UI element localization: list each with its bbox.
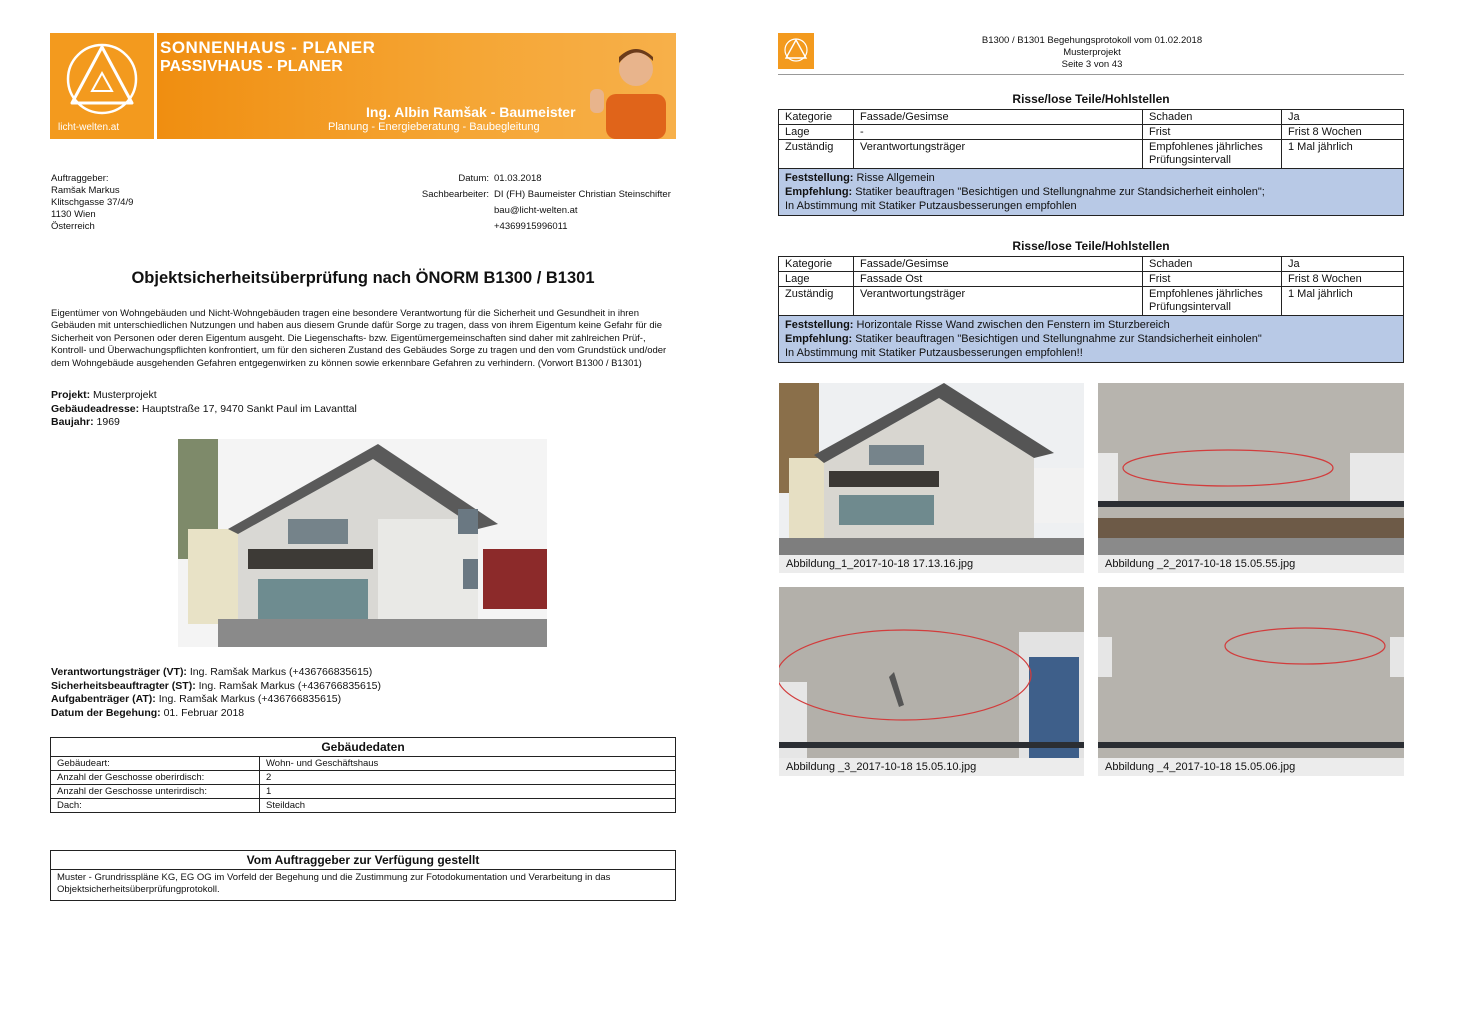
inspection-date-value: 01. Februar 2018 [163,706,245,719]
feststellung-value: Horizontale Risse Wand zwischen den Fenstern im Sturzbereich [856,319,1170,331]
project-value: Musterprojekt [93,389,157,401]
photo-3-caption: Abbildung _3_2017-10-18 15.05.10.jpg [779,758,1084,776]
at-label: Aufgabenträger (AT): [51,693,156,705]
client-label: Auftraggeber: [51,173,109,184]
table-row [51,785,676,799]
client-line: Ramšak Markus [51,185,120,196]
logo-text: licht-welten.at [58,122,120,133]
table-cell: 1 [260,785,676,799]
feststellung-value: Risse Allgemein [856,172,935,184]
photo-1-caption: Abbildung_1_2017-10-18 17.13.16.jpg [779,555,1084,573]
logo-block [50,33,154,139]
table-row [779,110,1404,125]
table-cell: Empfohlenes jährliches Prüfungsintervall [1143,140,1282,169]
extra-note: In Abstimmung mit Statiker Putzausbesserungen empfohlen [785,200,1077,212]
table-cell: Fassade/Gesimse [854,257,1143,272]
st-value: Ing. Ramšak Markus (+436766835615) [198,679,382,692]
table-cell: 2 [260,771,676,785]
empfehlung-label: Empfehlung: [785,333,853,345]
table-cell: Steildach [260,799,676,813]
table-cell: Lage [779,272,854,287]
table-cell: 1 Mal jährlich [1282,140,1404,169]
banner-line-2: PASSIVHAUS - PLANER [160,58,343,75]
block2-title: Risse/lose Teile/Hohlstellen [1012,239,1170,253]
project-label: Projekt: [51,389,91,401]
table-cell: Verantwortungsträger [854,287,1143,316]
company-banner [50,33,676,139]
photo-1 [779,383,1084,555]
triangle-logo-icon [778,33,814,69]
finding-table-1 [778,109,1404,216]
header-line-1: B1300 / B1301 Begehungsprotokoll vom 01.02.2018 [981,35,1203,46]
client-address [51,173,133,233]
banner-services: Planung - Energieberatung - Baubegleitung [328,121,540,133]
table-cell: Ja [1282,110,1404,125]
client-line: 1130 Wien [51,209,96,220]
page-header [838,35,1346,71]
table-row [779,140,1404,169]
finding-box-2 [779,316,1404,363]
table-cell: Verantwortungsträger [854,140,1143,169]
vt-label: Verantwortungsträger (VT): [51,666,187,678]
building-data-table [50,737,676,813]
phone-value: +4369915996011 [494,221,568,232]
table-cell: Lage [779,125,854,140]
table-cell: Zuständig [779,287,854,316]
table-cell: Gebäudeart: [51,757,260,771]
clerk-value: DI (FH) Baumeister Christian Steinschifter [494,189,671,200]
empfehlung-value: Statiker beauftragen "Besichtigen und Stellungnahme zur Standsicherheit einholen" [855,333,1262,345]
table-cell: Anzahl der Geschosse oberirdisch: [51,771,260,785]
provided-text: Muster - Grundrisspläne KG, EG OG im Vorfeld der Begehung und die Zustimmung zur Fotodokumentation und Verarbeitung in das Objektsicherheitsüberprüfungprotokoll. [51,870,676,901]
table-row [51,799,676,813]
table-cell: Fassade/Gesimse [854,110,1143,125]
banner-line-1: SONNENHAUS - PLANER [160,38,376,57]
table-cell: Frist 8 Wochen [1282,125,1404,140]
photo-4-caption: Abbildung _4_2017-10-18 15.05.06.jpg [1098,758,1404,776]
document-title: Objektsicherheitsüberprüfung nach ÖNORM B1300 / B1301 [131,269,595,287]
feststellung-label: Feststellung: [785,172,854,184]
photo-3 [779,587,1084,758]
finding-box-1 [779,169,1404,216]
table-cell: 1 Mal jährlich [1282,287,1404,316]
table-cell: Empfohlenes jährliches Prüfungsintervall [1143,287,1282,316]
empfehlung-label: Empfehlung: [785,186,853,198]
table-cell: Schaden [1143,110,1282,125]
intro-paragraph: Eigentümer von Wohngebäuden und Nicht-Wohngebäuden tragen eine besondere Verantwortung für die Sicherheit und Gesundheit in ihren Gebäuden mit unterschiedlichen Nutzungen und haben aus diesem Grunde dafür Sorge zu tragen, dass von ihrem Eigentum keine Gefahr für die Sicherheit von Personen oder deren Eigentum ausgeht. Die Liegenschafts- bzw. Eigentümergemeinschaften sind daher mit zahlreichen Prüf-, Kontroll- und Überwachungspflichten konfrontiert, um für den sicheren Zustand des Gebäudes Sorge zu tragen und den vom Grundstück und/oder dem Wohngebäude ausgehenden Gefahren entgegenwirken zu können sowie erkennbare Gefahren zu verhindern. (Vorwort B1300 / B1301) [51,308,667,369]
table-cell: Dach: [51,799,260,813]
header-rule [778,74,1404,75]
table-cell: Zuständig [779,140,854,169]
table-cell: Schaden [1143,257,1282,272]
table-cell: Ja [1282,257,1404,272]
table-row [779,272,1404,287]
table-cell: - [854,125,1143,140]
vt-value: Ing. Ramšak Markus (+436766835615) [189,666,373,678]
provided-documents-table [50,850,676,901]
client-line: Klitschgasse 37/4/9 [51,197,134,208]
building-photo [178,439,547,647]
table-cell: Wohn- und Geschäftshaus [260,757,676,771]
table-cell: Kategorie [779,257,854,272]
address-label: Gebäudeadresse: [51,402,140,415]
empfehlung-value: Statiker beauftragen "Besichtigen und Stellungnahme zur Standsicherheit einholen"; [855,186,1265,198]
document-meta [418,173,678,237]
person-photo [584,39,674,139]
table-cell: Kategorie [779,110,854,125]
address-value: Hauptstraße 17, 9470 Sankt Paul im Lavanttal [142,402,357,415]
clerk-label: Sachbearbeiter: [421,189,489,200]
project-info [51,389,357,430]
table-cell: Anzahl der Geschosse unterirdisch: [51,785,260,799]
year-label: Baujahr: [51,416,94,428]
table-row [779,287,1404,316]
banner-name: Ing. Albin Ramšak - Baumeister [366,104,576,120]
building-table-title: Gebäudedaten [51,738,676,757]
extra-note: In Abstimmung mit Statiker Putzausbesserungen empfohlen!! [785,347,1083,359]
email-value: bau@licht-welten.at [494,205,578,216]
table-row [779,257,1404,272]
date-label: Datum: [458,173,489,184]
table-row [779,125,1404,140]
left-page [0,0,728,1027]
table-row [779,316,1404,363]
photo-4 [1098,587,1404,758]
block1-title: Risse/lose Teile/Hohlstellen [1012,92,1170,106]
finding-table-2 [778,256,1404,363]
table-cell: Frist 8 Wochen [1282,272,1404,287]
inspection-date-label: Datum der Begehung: [51,706,161,719]
photo-2 [1098,383,1404,555]
header-line-2: Musterprojekt [1063,47,1121,58]
table-cell: Frist [1143,272,1282,287]
right-page [728,0,1457,1027]
client-line: Österreich [51,221,95,232]
table-row [779,169,1404,216]
provided-title: Vom Auftraggeber zur Verfügung gestellt [51,851,676,870]
at-value: Ing. Ramšak Markus (+436766835615) [158,693,342,705]
small-logo [778,33,814,69]
table-cell: Fassade Ost [854,272,1143,287]
date-value: 01.03.2018 [494,173,542,184]
year-value: 1969 [96,416,120,428]
photo-2-caption: Abbildung _2_2017-10-18 15.05.55.jpg [1098,555,1404,573]
table-cell: Frist [1143,125,1282,140]
header-line-3: Seite 3 von 43 [1061,59,1123,70]
responsible-persons [51,666,381,720]
triangle-logo-icon [50,33,154,123]
feststellung-label: Feststellung: [785,319,854,331]
st-label: Sicherheitsbeauftragter (ST): [51,679,196,692]
table-row [51,757,676,771]
table-row [51,771,676,785]
